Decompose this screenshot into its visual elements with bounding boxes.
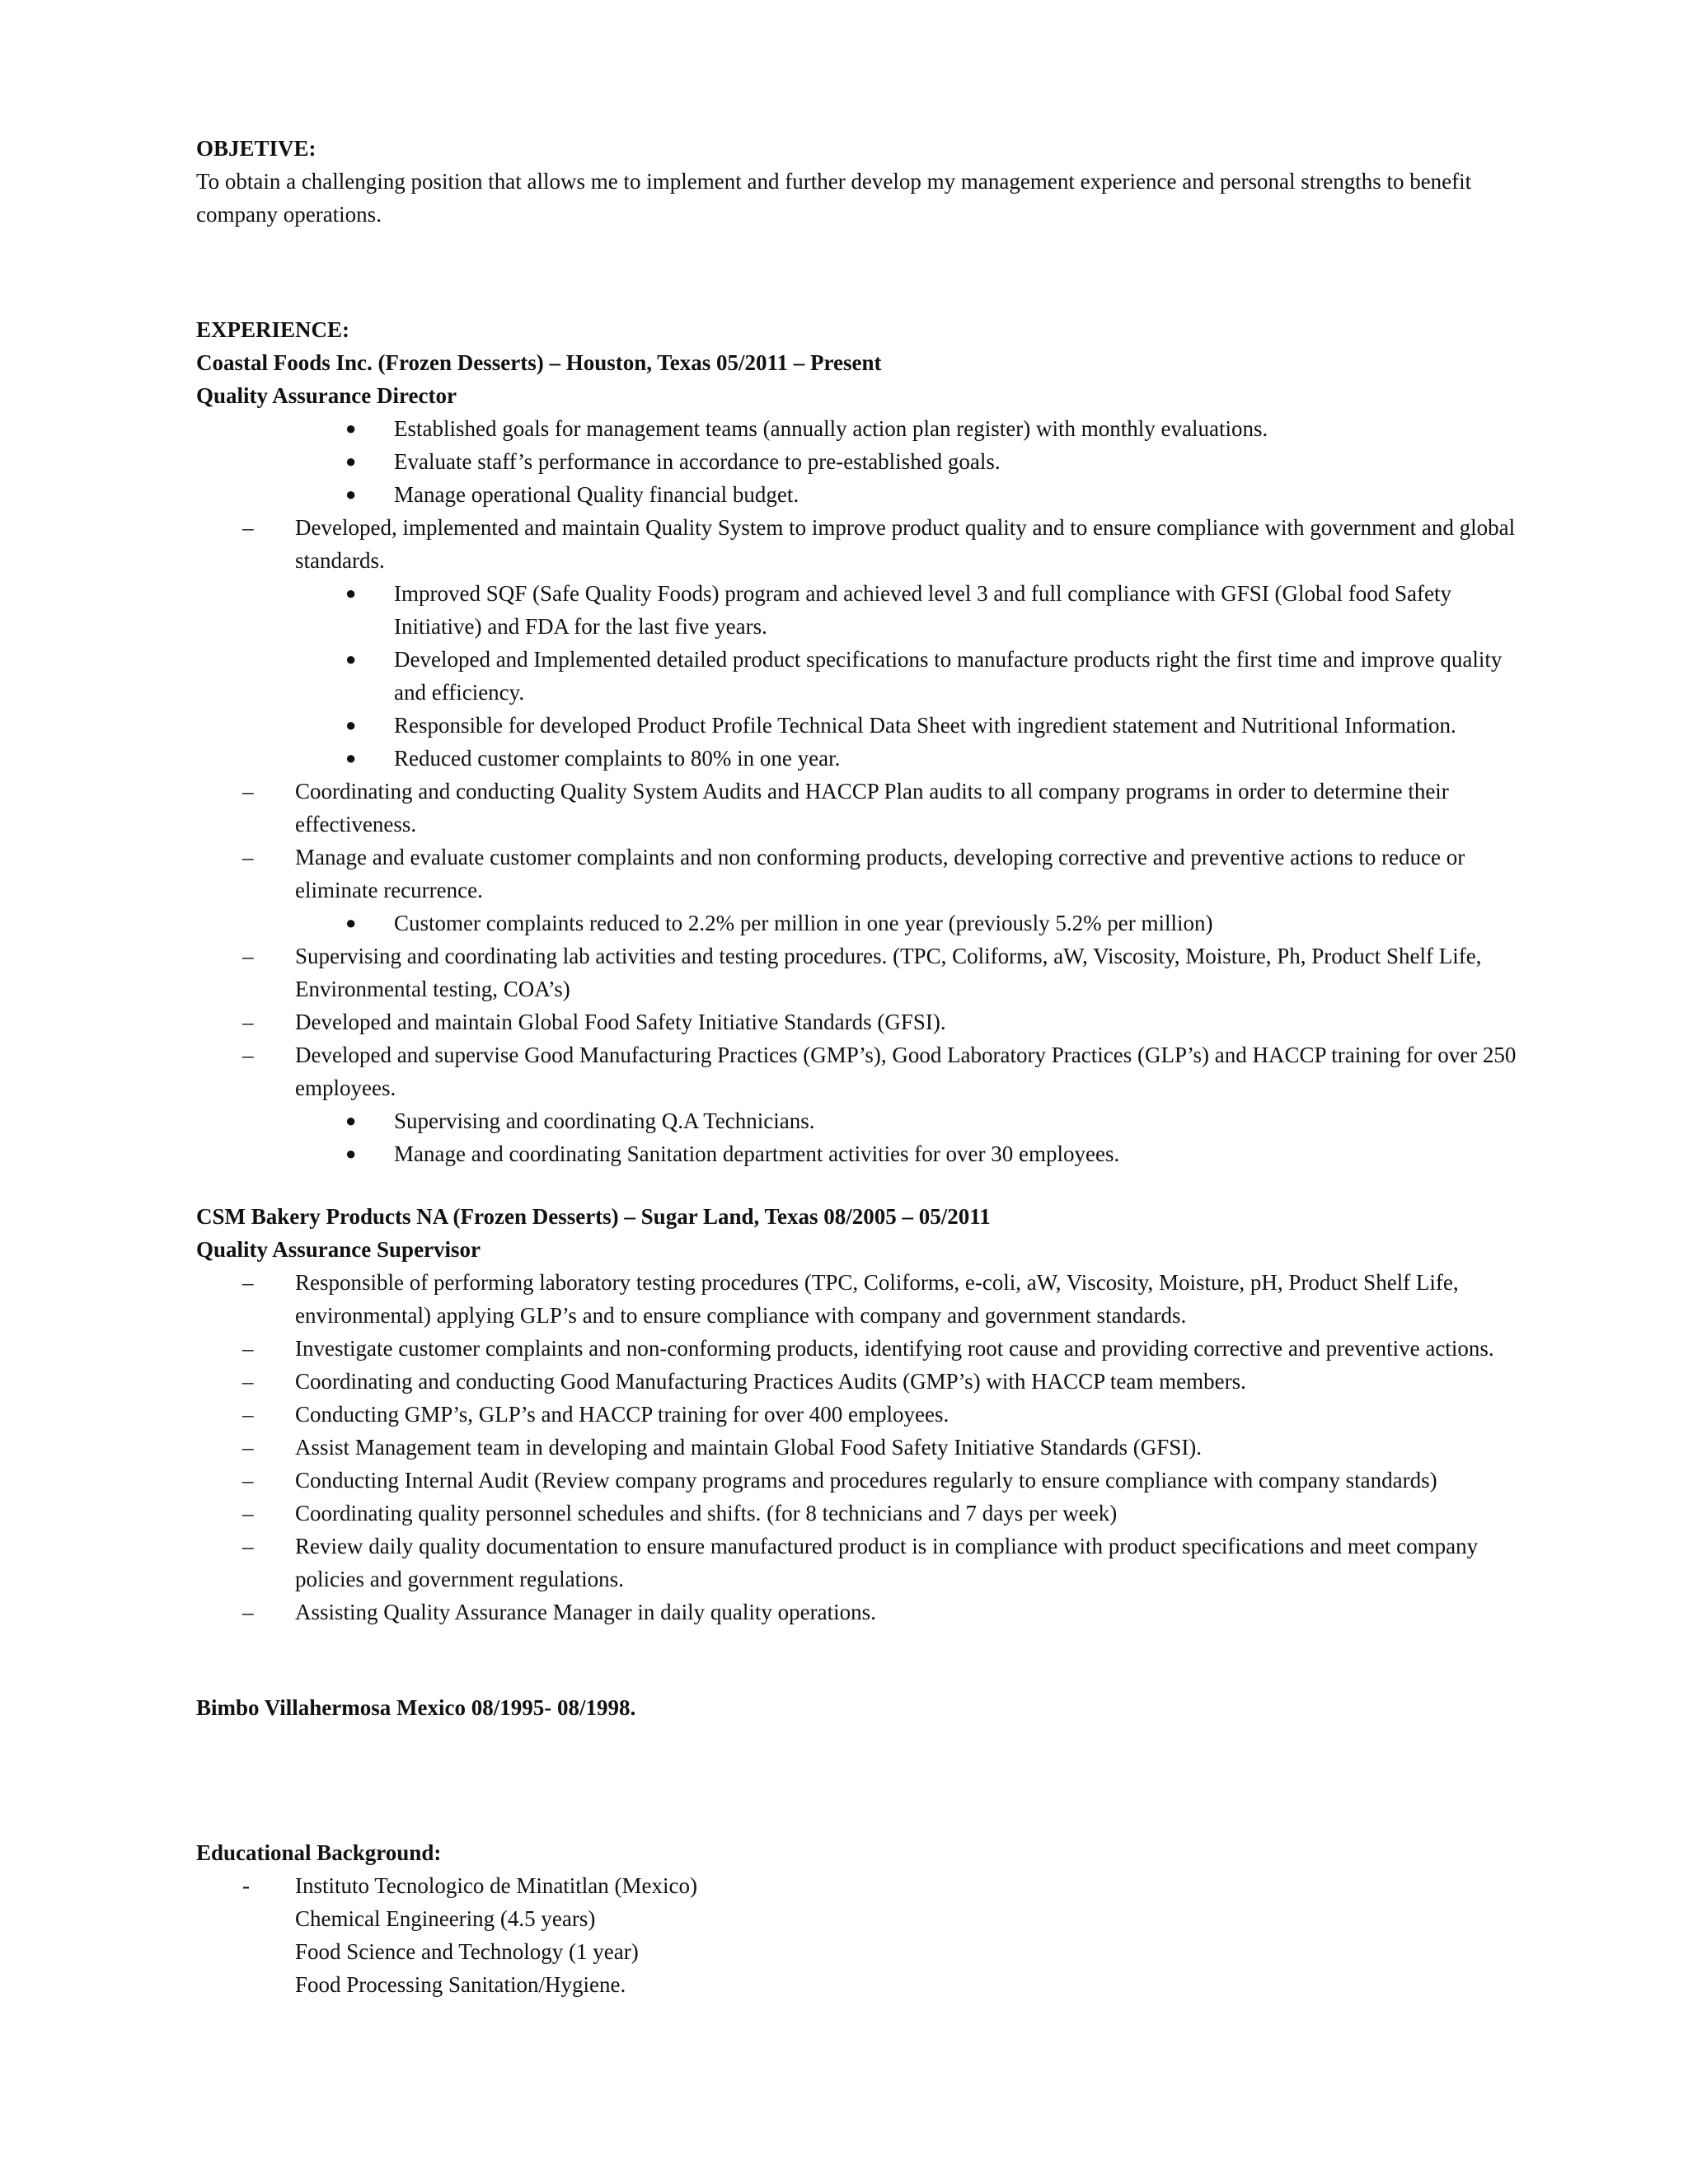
job-coastal-foods (196, 346, 1531, 1170)
bullet-item (196, 1104, 1531, 1137)
objective-text: To obtain a challenging position that allows me to implement and further develop my management experience and personal strengths to benefit company operations. (196, 169, 1472, 227)
item-text: Supervising and coordinating lab activities and testing procedures. (TPC, Coliforms, aW, Viscosity, Moisture, Ph, Product Shelf Life, Environmental testing, COA’s) (295, 944, 1482, 1001)
bullet-item (196, 907, 1531, 940)
dash-item (196, 1596, 1531, 1629)
bullet-item (196, 709, 1531, 742)
job-company: CSM Bakery Products NA (Frozen Desserts) – Sugar Land, Texas 08/2005 – 05/2011 (196, 1204, 991, 1229)
dash-marker: – (242, 1435, 254, 1460)
education-course: Food Science and Technology (1 year) (295, 1939, 639, 1964)
dash-item (196, 1497, 1531, 1530)
bullet-item (196, 1137, 1531, 1170)
dash-marker: – (242, 944, 254, 968)
item-text: Manage and coordinating Sanitation department activities for over 30 employees. (394, 1141, 1120, 1166)
bullet-marker: ● (345, 649, 357, 669)
resume-content (196, 132, 1531, 2001)
bullet-item (196, 478, 1531, 511)
education-heading: Educational Background: (196, 1840, 442, 1865)
item-text: Review daily quality documentation to ensure manufactured product is in compliance with product specifications and meet company policies and government regulations. (295, 1534, 1479, 1591)
dash-marker: – (242, 1369, 254, 1394)
experience-heading: EXPERIENCE: (196, 317, 350, 342)
dash-item (196, 775, 1531, 841)
dash-item (196, 1038, 1531, 1104)
item-text: Responsible for developed Product Profile Technical Data Sheet with ingredient statement and Nutritional Information. (394, 713, 1456, 738)
item-text: Evaluate staff’s performance in accordance to pre-established goals. (394, 449, 1001, 474)
dash-item (196, 841, 1531, 907)
bullet-marker: ● (345, 748, 357, 768)
job-bimbo: Bimbo Villahermosa Mexico 08/1995- 08/1998. (196, 1695, 636, 1720)
item-text: Developed and maintain Global Food Safety Initiative Standards (GFSI). (295, 1010, 946, 1034)
dash-marker: – (242, 779, 254, 804)
dash-item (196, 1431, 1531, 1464)
dash-marker: – (242, 1534, 254, 1558)
dash-item (196, 1464, 1531, 1497)
item-text: Manage operational Quality financial budget. (394, 482, 799, 507)
bullet-marker: ● (345, 1110, 357, 1131)
dash-item (196, 1005, 1531, 1038)
dash-item (196, 1530, 1531, 1596)
item-text: Conducting GMP’s, GLP’s and HACCP training for over 400 employees. (295, 1402, 950, 1427)
dash-item (196, 511, 1531, 577)
item-text: Customer complaints reduced to 2.2% per million in one year (previously 5.2% per million) (394, 911, 1213, 935)
dash-item (196, 1266, 1531, 1332)
education-marker: - (242, 1873, 250, 1898)
item-text: Investigate customer complaints and non-conforming products, identifying root cause and providing corrective and preventive actions. (295, 1336, 1494, 1361)
dash-item (196, 940, 1531, 1005)
dash-marker: – (242, 1270, 254, 1295)
bullet-marker: ● (345, 1143, 357, 1164)
objective-section (196, 132, 1531, 231)
dash-item (196, 1398, 1531, 1431)
education-section (196, 1836, 1531, 2001)
bullet-item (196, 412, 1531, 445)
item-text: Developed and Implemented detailed product specifications to manufacture products right the first time and improve quality and efficiency. (394, 647, 1503, 705)
dash-item (196, 1365, 1531, 1398)
item-text: Developed, implemented and maintain Quality System to improve product quality and to ensure compliance with government and global standards. (295, 515, 1516, 573)
item-text: Supervising and coordinating Q.A Technicians. (394, 1108, 815, 1133)
job-csm-bakery (196, 1200, 1531, 1629)
job-items (196, 412, 1531, 1170)
bullet-item (196, 577, 1531, 643)
job-company: Coastal Foods Inc. (Frozen Desserts) – Houston, Texas 05/2011 – Present (196, 350, 882, 375)
item-text: Reduced customer complaints to 80% in one year. (394, 746, 841, 771)
experience-section (196, 313, 1531, 1724)
bullet-item (196, 445, 1531, 478)
bullet-marker: ● (345, 418, 357, 438)
objective-heading: OBJETIVE: (196, 136, 316, 161)
item-text: Coordinating and conducting Good Manufacturing Practices Audits (GMP’s) with HACCP team members. (295, 1369, 1246, 1394)
dash-marker: – (242, 1600, 254, 1624)
item-text: Improved SQF (Safe Quality Foods) program and achieved level 3 and full compliance with GFSI (Global food Safety Initiative) and FDA for the last five years. (394, 581, 1451, 639)
job-title: Quality Assurance Director (196, 383, 457, 408)
bullet-marker: ● (345, 912, 357, 933)
bullet-marker: ● (345, 451, 357, 471)
item-text: Conducting Internal Audit (Review company programs and procedures regularly to ensure compliance with company standards) (295, 1468, 1437, 1493)
dash-marker: – (242, 1043, 254, 1067)
item-text: Coordinating quality personnel schedules and shifts. (for 8 technicians and 7 days per week) (295, 1501, 1118, 1526)
item-text: Assist Management team in developing and maintain Global Food Safety Initiative Standards (GFSI). (295, 1435, 1203, 1460)
item-text: Responsible of performing laboratory testing procedures (TPC, Coliforms, e-coli, aW, Viscosity, Moisture, pH, Product Shelf Life, environmental) applying GLP’s and to ensure compliance with company and government standards. (295, 1270, 1459, 1328)
dash-marker: – (242, 1402, 254, 1427)
education-entry (196, 1869, 1531, 1902)
education-school: Instituto Tecnologico de Minatitlan (Mexico) (295, 1873, 698, 1898)
dash-marker: – (242, 1010, 254, 1034)
bullet-marker: ● (345, 715, 357, 735)
job-items (196, 1266, 1531, 1629)
bullet-item (196, 643, 1531, 709)
dash-marker: – (242, 515, 254, 540)
dash-item (196, 1332, 1531, 1365)
dash-marker: – (242, 845, 254, 869)
bullet-marker: ● (345, 484, 357, 504)
dash-marker: – (242, 1501, 254, 1526)
bullet-marker: ● (345, 583, 357, 603)
bullet-item (196, 742, 1531, 775)
education-course: Food Processing Sanitation/Hygiene. (295, 1972, 626, 1997)
item-text: Assisting Quality Assurance Manager in daily quality operations. (295, 1600, 876, 1624)
item-text: Coordinating and conducting Quality System Audits and HACCP Plan audits to all company programs in order to determine their effectiveness. (295, 779, 1449, 837)
item-text: Established goals for management teams (annually action plan register) with monthly evaluations. (394, 416, 1268, 441)
job-title: Quality Assurance Supervisor (196, 1237, 481, 1262)
dash-marker: – (242, 1336, 254, 1361)
education-degree: Chemical Engineering (4.5 years) (295, 1906, 596, 1931)
item-text: Manage and evaluate customer complaints and non conforming products, developing corrective and preventive actions to reduce or eliminate recurrence. (295, 845, 1465, 902)
dash-marker: – (242, 1468, 254, 1493)
item-text: Developed and supervise Good Manufacturing Practices (GMP’s), Good Laboratory Practices (GLP’s) and HACCP training for over 250 employees. (295, 1043, 1517, 1100)
